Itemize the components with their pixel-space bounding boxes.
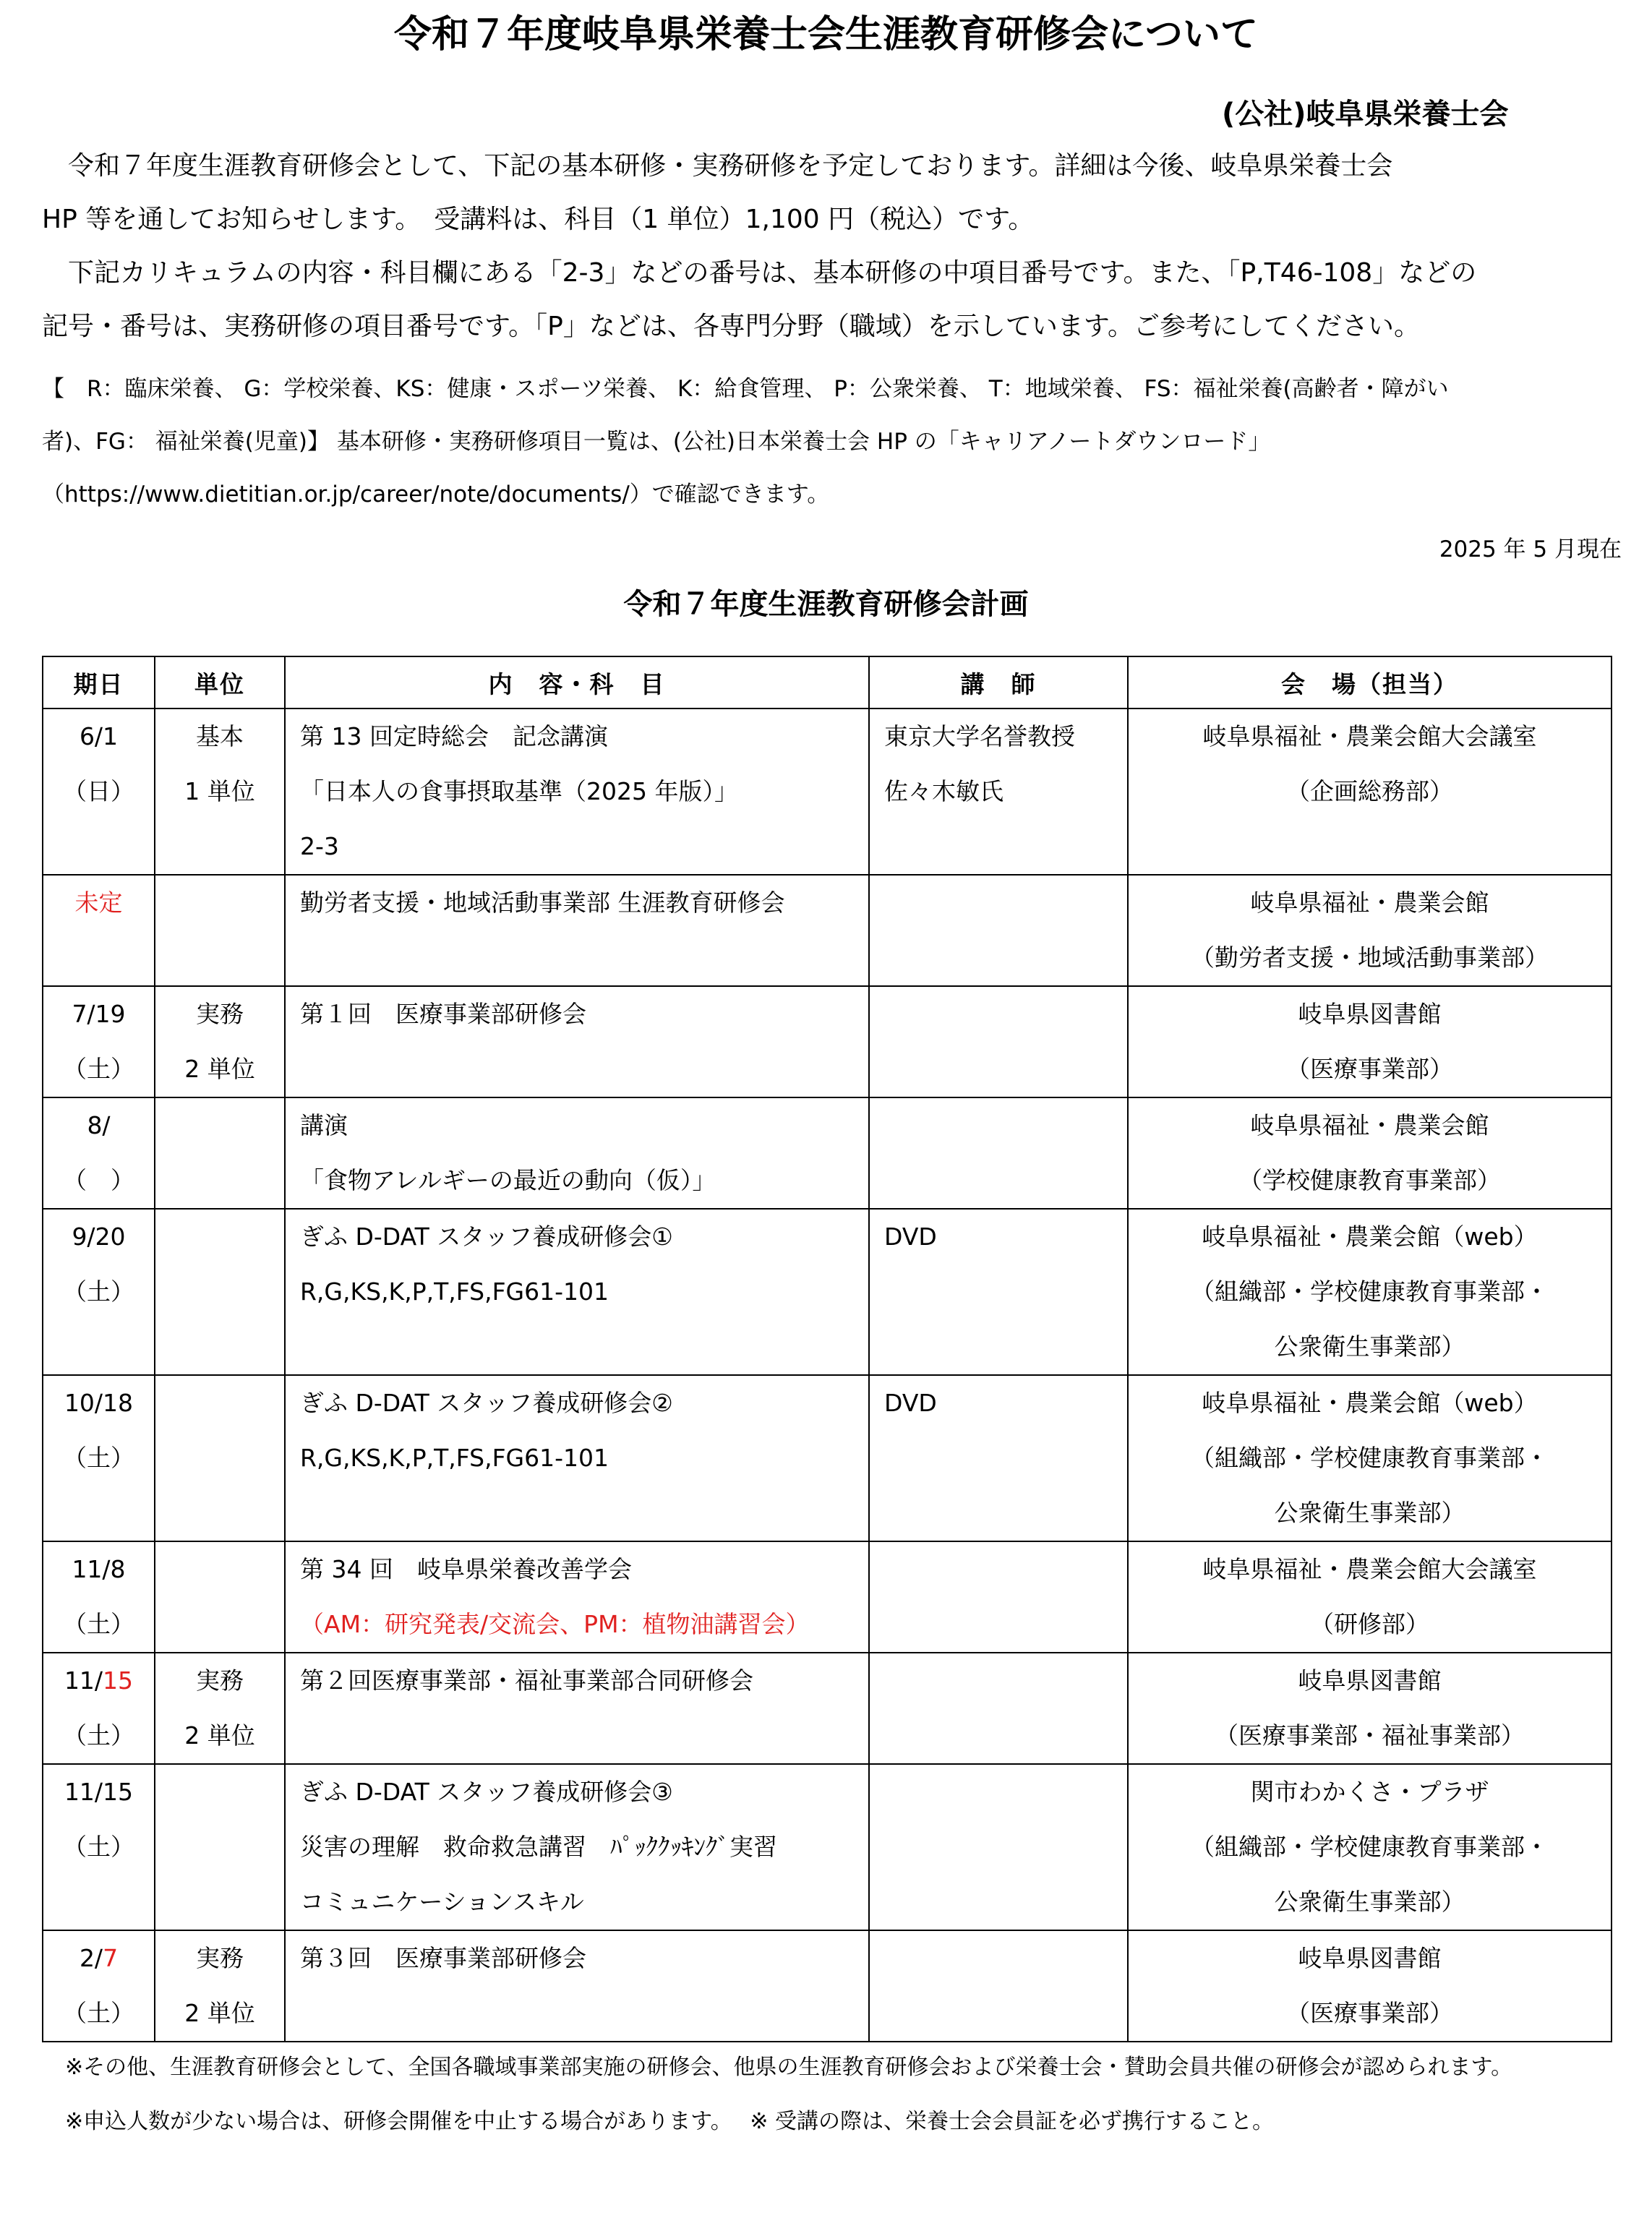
unit-cell bbox=[155, 1097, 285, 1209]
as-of-date: 2025 年 5 月現在 bbox=[1439, 536, 1622, 562]
cell-line: 公衆衛生事業部） bbox=[1274, 1332, 1465, 1361]
table-row bbox=[43, 1653, 1612, 1764]
cell-line: 岐阜県福祉・農業会館大会議室 bbox=[1202, 722, 1537, 750]
content-cell bbox=[285, 1097, 869, 1209]
text-line: 記号・番号は、実務研修の項目番号です。「P」などは、各専門分野（職域）を示しています。ご参考にしてください。 bbox=[42, 312, 1420, 341]
cell-line: 「日本人の食事摂取基準（2025 年版）」 bbox=[300, 777, 738, 805]
cell-line: （土） bbox=[63, 1610, 134, 1638]
cell-line: 10/18 bbox=[64, 1389, 134, 1417]
lecturer-cell bbox=[869, 1930, 1128, 2042]
cell-line: R,G,KS,K,P,T,FS,FG61-101 bbox=[300, 1444, 609, 1472]
cell-line: 6/1 bbox=[79, 722, 119, 750]
cell-line: （組織部・学校健康教育事業部・ bbox=[1191, 1277, 1549, 1306]
content-cell bbox=[285, 1764, 869, 1930]
intro-paragraph-2 bbox=[42, 247, 1618, 354]
header-unit: 単位 bbox=[155, 656, 285, 708]
cell-line: （土） bbox=[63, 1055, 134, 1083]
cell-line: R,G,KS,K,P,T,FS,FG61-101 bbox=[300, 1277, 609, 1306]
unit-cell bbox=[155, 1930, 285, 2042]
cell-line: 未定 bbox=[74, 889, 123, 917]
cell-line: （研修部） bbox=[1310, 1610, 1429, 1638]
cell-line: 11/15 bbox=[64, 1666, 134, 1695]
cell-line: 佐々木敏氏 bbox=[884, 777, 1003, 805]
cell-line: （勤労者支援・地域活動事業部） bbox=[1191, 943, 1549, 972]
cell-line: 2/7 bbox=[79, 1944, 119, 1972]
footnote-2: ※申込人数が少ない場合は、研修会開催を中止する場合があります。 ※ 受講の際は、栄養士会会員証を必ず携行すること。 bbox=[65, 2109, 1274, 2134]
cell-line: （土） bbox=[63, 1444, 134, 1472]
date-cell bbox=[43, 1653, 155, 1764]
date-cell bbox=[43, 1375, 155, 1541]
date-cell bbox=[43, 986, 155, 1097]
cell-line: ぎふ D-DAT スタッフ養成研修会① bbox=[300, 1223, 673, 1251]
cell-line: 第 13 回定時総会 記念講演 bbox=[300, 722, 608, 750]
cell-line: 第 34 回 岐阜県栄養改善学会 bbox=[300, 1555, 632, 1583]
content-cell bbox=[285, 708, 869, 875]
cell-line: 2 単位 bbox=[184, 1721, 255, 1750]
cell-line: 勤労者支援・地域活動事業部 生涯教育研修会 bbox=[300, 889, 785, 917]
cell-line: 実務 bbox=[196, 1666, 244, 1695]
content-cell bbox=[285, 986, 869, 1097]
lecturer-cell bbox=[869, 1653, 1128, 1764]
cell-line: （組織部・学校健康教育事業部・ bbox=[1191, 1833, 1549, 1861]
cell-line: 第１回 医療事業部研修会 bbox=[300, 1000, 586, 1028]
cell-line: 関市わかくさ・プラザ bbox=[1250, 1778, 1489, 1806]
venue-cell bbox=[1128, 708, 1612, 875]
cell-line: 11/15 bbox=[64, 1778, 134, 1806]
text-line: HP 等を通してお知らせします。 受講料は、科目（1 単位）1,100 円（税込）です。 bbox=[42, 205, 1035, 234]
content-cell bbox=[285, 1375, 869, 1541]
header-date: 期日 bbox=[43, 656, 155, 708]
unit-cell bbox=[155, 1653, 285, 1764]
header-lecturer: 講 師 bbox=[869, 656, 1128, 708]
cell-line: （土） bbox=[63, 1999, 134, 2027]
cell-line: 岐阜県福祉・農業会館（web） bbox=[1202, 1389, 1538, 1417]
cell-line: 「食物アレルギーの最近の動向（仮）」 bbox=[300, 1166, 716, 1194]
cell-line: 岐阜県図書館 bbox=[1298, 1944, 1442, 1972]
cell-line: 2 単位 bbox=[184, 1999, 255, 2027]
cell-line: （日） bbox=[63, 777, 134, 805]
unit-cell bbox=[155, 875, 285, 986]
table-row bbox=[43, 1375, 1612, 1541]
plan-title: 令和７年度生涯教育研修会計画 bbox=[623, 588, 1029, 621]
schedule-table bbox=[42, 656, 1612, 2042]
cell-line: 岐阜県福祉・農業会館大会議室 bbox=[1202, 1555, 1537, 1583]
date-cell bbox=[43, 708, 155, 875]
lecturer-cell bbox=[869, 1764, 1128, 1930]
cell-line: コミュニケーションスキル bbox=[300, 1888, 584, 1916]
cell-line: 岐阜県福祉・農業会館（web） bbox=[1202, 1223, 1538, 1251]
cell-line: 8/ bbox=[87, 1111, 111, 1139]
cell-line: ぎふ D-DAT スタッフ養成研修会③ bbox=[300, 1778, 673, 1806]
cell-line: 実務 bbox=[196, 1000, 244, 1028]
cell-line: 東京大学名誉教授 bbox=[884, 722, 1075, 750]
unit-cell bbox=[155, 1209, 285, 1375]
cell-line: 2 単位 bbox=[184, 1055, 255, 1083]
venue-cell bbox=[1128, 986, 1612, 1097]
table-row bbox=[43, 1541, 1612, 1653]
cell-line: 岐阜県福祉・農業会館 bbox=[1250, 889, 1489, 917]
table-header-row bbox=[43, 656, 1612, 708]
table-row bbox=[43, 986, 1612, 1097]
cell-line: 公衆衛生事業部） bbox=[1274, 1888, 1465, 1916]
content-cell bbox=[285, 1209, 869, 1375]
text-line: 【 R：臨床栄養、 G：学校栄養、KS：健康・スポーツ栄養、 K：給食管理、 P：公衆栄養、 T：地域栄養、 FS：福祉栄養(高齢者・障がい bbox=[42, 376, 1449, 402]
table-row bbox=[43, 1930, 1612, 2042]
venue-cell bbox=[1128, 1764, 1612, 1930]
cell-line: ぎふ D-DAT スタッフ養成研修会② bbox=[300, 1389, 673, 1417]
date-cell bbox=[43, 1764, 155, 1930]
cell-line: （医療事業部・福祉事業部） bbox=[1215, 1721, 1525, 1750]
cell-line: 岐阜県図書館 bbox=[1298, 1666, 1442, 1695]
date-cell bbox=[43, 1930, 155, 2042]
venue-cell bbox=[1128, 1097, 1612, 1209]
unit-cell bbox=[155, 1541, 285, 1653]
cell-line: 講演 bbox=[300, 1111, 348, 1139]
table-row bbox=[43, 1209, 1612, 1375]
cell-line: 1 単位 bbox=[184, 777, 255, 805]
cell-line: 災害の理解 救命救急講習 ﾊﾟｯｸｸｯｷﾝｸﾞ実習 bbox=[300, 1833, 777, 1861]
table-row bbox=[43, 708, 1612, 875]
cell-line: 第２回医療事業部・福祉事業部合同研修会 bbox=[300, 1666, 753, 1695]
cell-line: 2-3 bbox=[300, 832, 339, 860]
text-line: （https://www.dietitian.or.jp/career/note/documents/）で確認できます。 bbox=[42, 481, 830, 508]
date-cell bbox=[43, 875, 155, 986]
lecturer-cell bbox=[869, 1541, 1128, 1653]
content-cell bbox=[285, 1930, 869, 2042]
cell-line: （学校健康教育事業部） bbox=[1238, 1166, 1501, 1194]
unit-cell bbox=[155, 1375, 285, 1541]
organization-name: (公社)岐阜県栄養士会 bbox=[1222, 98, 1509, 131]
cell-line: 9/20 bbox=[72, 1223, 126, 1251]
content-cell bbox=[285, 875, 869, 986]
venue-cell bbox=[1128, 1541, 1612, 1653]
venue-cell bbox=[1128, 1930, 1612, 2042]
intro-paragraph-3 bbox=[42, 363, 1618, 521]
table-row bbox=[43, 875, 1612, 986]
venue-cell bbox=[1128, 1375, 1612, 1541]
unit-cell bbox=[155, 708, 285, 875]
lecturer-cell bbox=[869, 1097, 1128, 1209]
table-row bbox=[43, 1097, 1612, 1209]
cell-line: 岐阜県図書館 bbox=[1298, 1000, 1442, 1028]
unit-cell bbox=[155, 1764, 285, 1930]
page-title: 令和７年度岐阜県栄養士会生涯教育研修会について bbox=[394, 13, 1258, 56]
cell-line: （医療事業部） bbox=[1286, 1999, 1453, 2027]
lecturer-cell bbox=[869, 1375, 1128, 1541]
cell-line: （土） bbox=[63, 1833, 134, 1861]
date-cell bbox=[43, 1209, 155, 1375]
cell-line: 実務 bbox=[196, 1944, 244, 1972]
cell-line: （医療事業部） bbox=[1286, 1055, 1453, 1083]
cell-line: 公衆衛生事業部） bbox=[1274, 1499, 1465, 1527]
header-venue: 会 場（担当） bbox=[1128, 656, 1612, 708]
lecturer-cell bbox=[869, 875, 1128, 986]
cell-line: 岐阜県福祉・農業会館 bbox=[1250, 1111, 1489, 1139]
cell-line: DVD bbox=[884, 1223, 937, 1251]
text-line: 者)、FG： 福祉栄養(児童)】 基本研修・実務研修項目一覧は、(公社)日本栄養士会 HP の「キャリアノートダウンロード」 bbox=[42, 429, 1271, 455]
lecturer-cell bbox=[869, 986, 1128, 1097]
cell-line: （土） bbox=[63, 1277, 134, 1306]
cell-line: （組織部・学校健康教育事業部・ bbox=[1191, 1444, 1549, 1472]
unit-cell bbox=[155, 986, 285, 1097]
text-line: 下記カリキュラムの内容・科目欄にある「2-3」などの番号は、基本研修の中項目番号です。また、「P,T46-108」などの bbox=[42, 258, 1477, 288]
cell-line: 7/19 bbox=[72, 1000, 126, 1028]
cell-line: （AM：研究発表/交流会、PM：植物油講習会） bbox=[300, 1610, 810, 1638]
cell-line: （企画総務部） bbox=[1286, 777, 1453, 805]
venue-cell bbox=[1128, 1209, 1612, 1375]
lecturer-cell bbox=[869, 1209, 1128, 1375]
cell-line: DVD bbox=[884, 1389, 937, 1417]
venue-cell bbox=[1128, 1653, 1612, 1764]
lecturer-cell bbox=[869, 708, 1128, 875]
venue-cell bbox=[1128, 875, 1612, 986]
cell-line: 第３回 医療事業部研修会 bbox=[300, 1944, 586, 1972]
date-cell bbox=[43, 1097, 155, 1209]
table-row bbox=[43, 1764, 1612, 1930]
text-line: 令和７年度生涯教育研修会として、下記の基本研修・実務研修を予定しております。詳細は今後、岐阜県栄養士会 bbox=[42, 151, 1393, 181]
intro-paragraph-1 bbox=[42, 140, 1618, 247]
content-cell bbox=[285, 1653, 869, 1764]
cell-line: （土） bbox=[63, 1721, 134, 1750]
header-content: 内 容・科 目 bbox=[285, 656, 869, 708]
cell-line: 基本 bbox=[196, 722, 244, 750]
footnote-1: ※その他、生涯教育研修会として、全国各職域事業部実施の研修会、他県の生涯教育研修会および栄養士会・賛助会員共催の研修会が認められます。 bbox=[65, 2055, 1513, 2080]
date-cell bbox=[43, 1541, 155, 1653]
content-cell bbox=[285, 1541, 869, 1653]
cell-line: 11/8 bbox=[72, 1555, 126, 1583]
cell-line: （ ） bbox=[63, 1166, 134, 1194]
